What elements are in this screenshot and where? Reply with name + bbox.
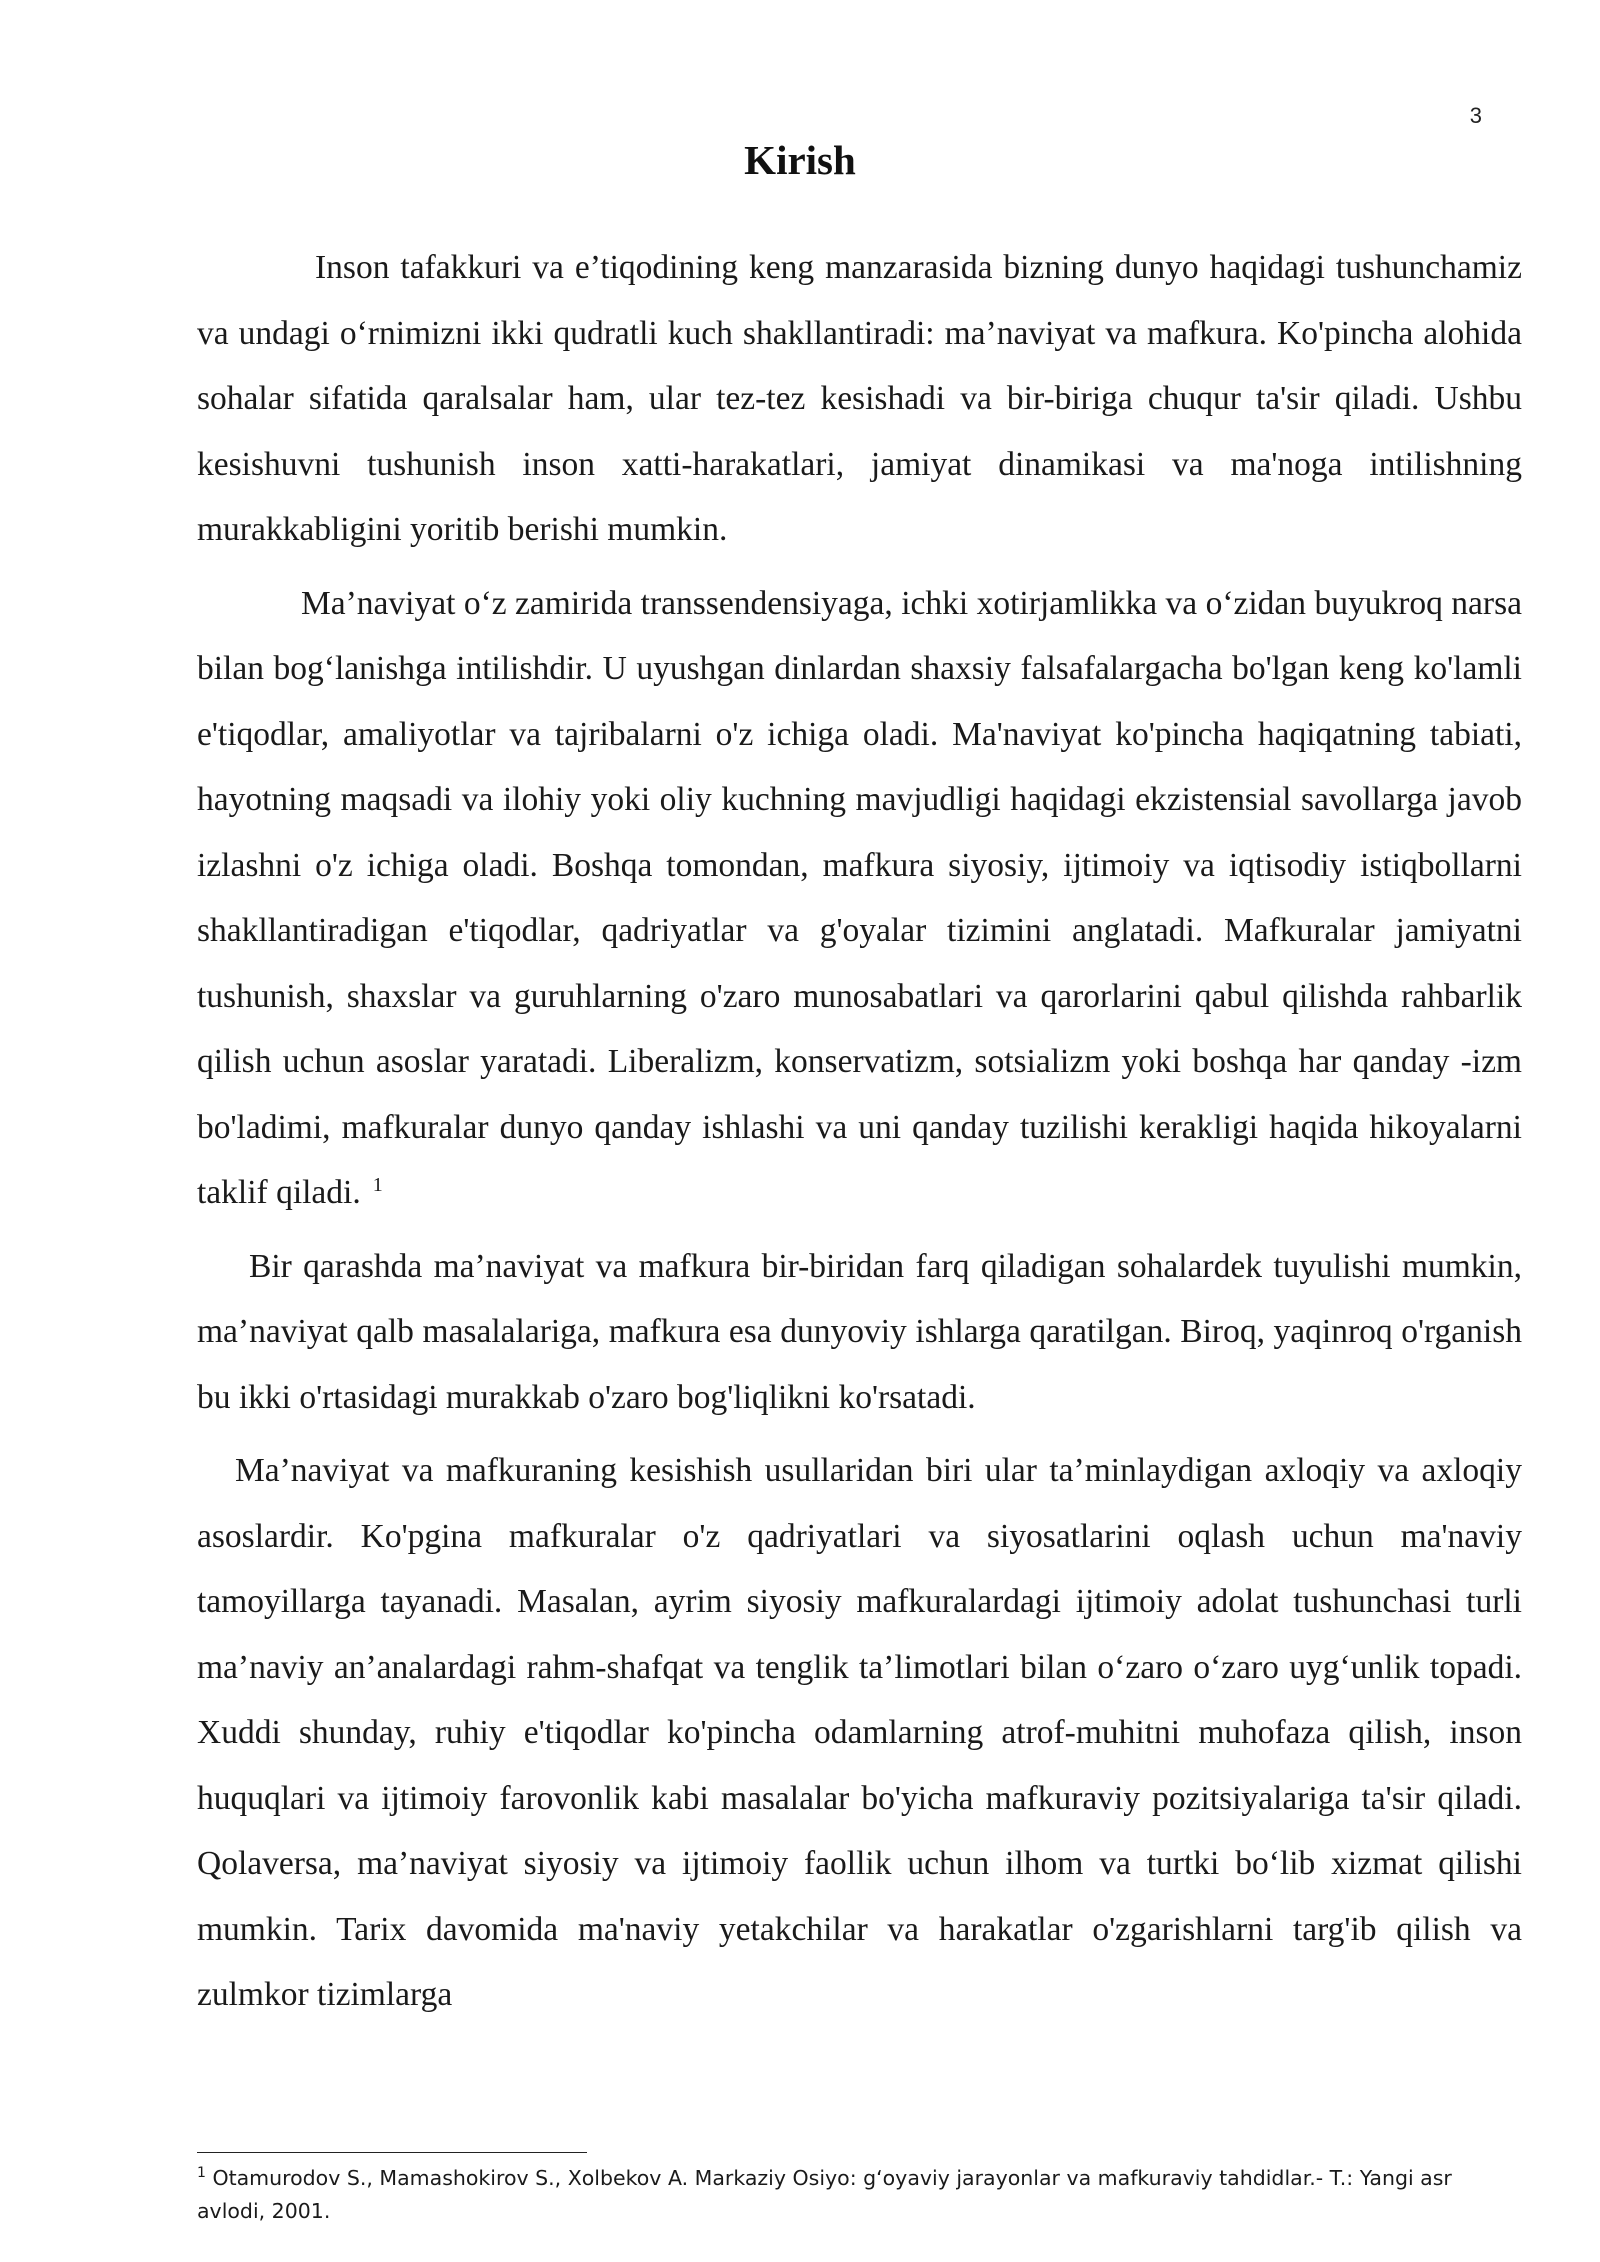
page-title: Kirish [744, 137, 856, 183]
footnote [197, 2162, 1507, 2228]
body-text [197, 235, 1522, 2036]
paragraph: Inson tafakkuri va e’tiqodining keng manzarasida bizning dunyo haqidagi tushunchamiz va undagi o‘rnimizni ikki qudratli kuch shakllantiradi: ma’naviyat va mafkura. Ko'pincha alohida sohalar sifatida qaralsalar ham, ular tez-tez kesishadi va bir-biriga chuqur ta'sir qiladi. Ushbu kesishuvni tushunish inson xatti-harakatlari, jamiyat dinamikasi va ma'noga intilishning murakkabligini yoritib berishi mumkin. [197, 249, 1522, 548]
footnote-reference[interactable]: 1 [372, 1173, 383, 1196]
page-number: 3 [1469, 103, 1482, 128]
footnote-marker: 1 [197, 2165, 206, 2182]
paragraph: Bir qarashda ma’naviyat va mafkura bir-biridan farq qiladigan sohalardek tuyulishi mumkin, ma’naviyat qalb masalalariga, mafkura esa dunyoviy ishlarga qaratilgan. Biroq, yaqinroq o'rganish bu ikki o'rtasidagi murakkab o'zaro bog'liqlikni ko'rsatadi. [197, 1247, 1522, 1416]
paragraph-text: Ma’naviyat o‘z zamirida transsendensiyaga, ichki xotirjamlikka va o‘zidan buyukroq narsa bilan bog‘lanishga intilishdir. U uyushgan dinlardan shaxsiy falsafalargacha bo'lgan keng ko'lamli e'tiqodlar, amaliyotlar va tajribalarni o'z ichiga oladi. Ma'naviyat ko'pincha haqiqatning tabiati, hayotning maqsadi va ilohiy yoki oliy kuchning mavjudligi haqidagi ekzistensial savollarga javob izlashni o'z ichiga oladi. Boshqa tomondan, mafkura siyosiy, ijtimoiy va iqtisodiy istiqbollarni shakllantiradigan e'tiqodlar, qadriyatlar va g'oyalar tizimini anglatadi. Mafkuralar jamiyatni tushunish, shaxslar va guruhlarning o'zaro munosabatlari va qarorlarini qabul qilishda rahbarlik qilish uchun asoslar yaratadi. Liberalizm, konservatizm, sotsializm yoki boshqa har qanday -izm bo'ladimi, mafkuralar dunyo qanday ishlashi va uni qanday tuzilishi kerakligi haqida hikoyalarni taklif qiladi. [197, 584, 1522, 1211]
footnote-separator [197, 2152, 587, 2153]
footnote-text: Otamurodov S., Mamashokirov S., Xolbekov A. Markaziy Osiyo: g‘oyaviy jarayonlar va mafkuraviy tahdidlar.- T.: Yangi asr avlodi, 2001. [197, 2166, 1452, 2223]
paragraph [197, 571, 1522, 1226]
paragraph: Ma’naviyat va mafkuraning kesishish usullaridan biri ular ta’minlaydigan axloqiy va axloqiy asoslardir. Ko'pgina mafkuralar o'z qadriyatlari va siyosatlarini oqlash uchun ma'naviy tamoyillarga tayanadi. Masalan, ayrim siyosiy mafkuralardagi ijtimoiy adolat tushunchasi turli ma’naviy an’analardagi rahm-shafqat va tenglik ta’limotlari bilan o‘zaro o‘zaro uyg‘unlik topadi. Xuddi shunday, ruhiy e'tiqodlar ko'pincha odamlarning atrof-muhitni muhofaza qilish, inson huquqlari va ijtimoiy farovonlik kabi masalalar bo'yicha mafkuraviy pozitsiyalariga ta'sir qiladi. Qolaversa, ma’naviyat siyosiy va ijtimoiy faollik uchun ilhom va turtki bo‘lib xizmat qilishi mumkin. Tarix davomida ma'naviy yetakchilar va harakatlar o'zgarishlarni targ'ib qilish va zulmkor tizimlarga [197, 1452, 1522, 2013]
